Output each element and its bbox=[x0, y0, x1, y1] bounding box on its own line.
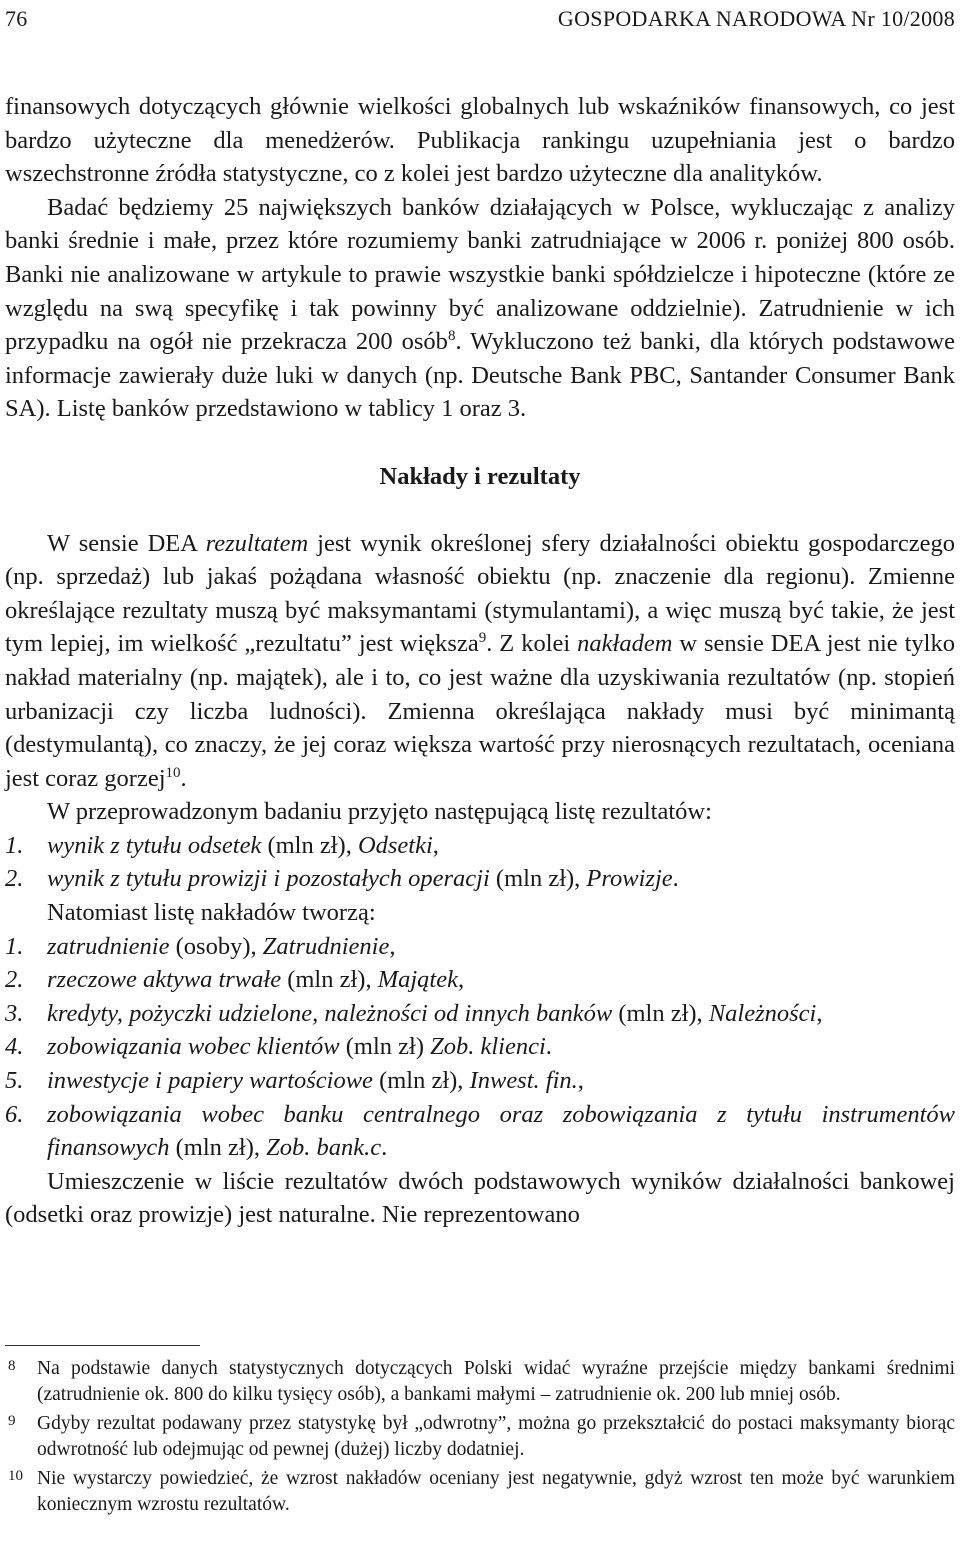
body-text bbox=[5, 90, 955, 1232]
list-item-abbr: Zob. klienci bbox=[430, 1033, 546, 1061]
footnote-number: 8 bbox=[8, 1358, 16, 1374]
results-list bbox=[5, 829, 955, 896]
section-heading: Nakłady i rezultaty bbox=[379, 462, 581, 490]
list-item-term: wynik z tytułu odsetek bbox=[47, 831, 262, 859]
paragraph-4: W przeprowadzonym badaniu przyjęto następującą listę rezultatów: bbox=[47, 798, 712, 826]
footnote-number: 9 bbox=[8, 1413, 16, 1429]
list-item-abbr: Prowizje bbox=[586, 865, 673, 893]
list-item-tail: , bbox=[389, 932, 396, 960]
list-item-term: zobowiązania wobec klientów bbox=[47, 1033, 340, 1061]
list-item-tail: . bbox=[381, 1134, 388, 1162]
inputs-list bbox=[5, 930, 955, 1165]
footnote-number: 10 bbox=[8, 1468, 23, 1484]
footnote-8 bbox=[5, 1356, 955, 1408]
paragraph-3-text-d: w sensie DEA jest nie tylko nakład materialny (np. majątek), ale i to, co jest ważne dla uzyskiwania rezultatów (np. stopień urbanizacji czy liczba ludności). Zmienna określająca nakłady musi być minimantą (destymulantą), co znaczy, że jej coraz większa wartość przy nierosnących rezultatach, oceniana jest coraz gorzej bbox=[5, 630, 955, 792]
list-item-abbr: Majątek bbox=[377, 966, 458, 994]
list-item-unit: (mln zł), bbox=[169, 1134, 267, 1162]
list-item-term: kredyty, pożyczki udzielone, należności od innych banków bbox=[47, 999, 613, 1027]
paragraph-2 bbox=[5, 191, 955, 426]
paragraph-1: finansowych dotyczących głównie wielkości globalnych lub wskaźników finansowych, co jest bardzo użyteczne dla menedżerów. Publikacja rankingu uzupełniania jest o bardzo wszechstronne źródła statystyczne, co z kolei jest bardzo użyteczne dla analityków. bbox=[5, 93, 955, 188]
footnote-9 bbox=[5, 1411, 955, 1463]
running-head bbox=[5, 6, 955, 36]
footnotes bbox=[5, 1345, 955, 1521]
list-item bbox=[5, 1030, 955, 1064]
footnote-10 bbox=[5, 1466, 955, 1518]
journal-title: GOSPODARKA NARODOWA Nr 10/2008 bbox=[557, 6, 955, 31]
list-item-term: inwestycje i papiery wartościowe bbox=[47, 1067, 373, 1095]
list-item-number: 1. bbox=[5, 932, 24, 960]
list-item-number: 6. bbox=[5, 1100, 24, 1128]
list-item-unit: (mln zł), bbox=[281, 966, 378, 994]
paragraph-6: Umieszczenie w liście rezultatów dwóch podstawowych wyników działalności bankowej (odsetki oraz prowizje) jest naturalne. Nie reprezentowano bbox=[5, 1167, 955, 1229]
footnote-ref-9[interactable]: 9 bbox=[478, 630, 487, 647]
list-item-unit: (mln zł), bbox=[372, 1067, 470, 1095]
list-item-tail: . bbox=[672, 865, 679, 893]
list-item bbox=[5, 862, 955, 896]
list-item-term: zobowiązania wobec banku centralnego oraz zobowiązania z tytułu instrumentów finansowych bbox=[47, 1100, 955, 1162]
list-item-number: 2. bbox=[5, 865, 24, 893]
list-item bbox=[5, 963, 955, 997]
list-item-unit: (osoby), bbox=[169, 932, 263, 960]
list-item-abbr: Odsetki bbox=[357, 831, 433, 859]
term-rezultat: rezultatem bbox=[205, 529, 309, 557]
paragraph-3-text-a: W sensie DEA bbox=[47, 529, 206, 557]
list-item-number: 1. bbox=[5, 831, 24, 859]
footnote-text: Gdyby rezultat podawany przez statystykę był „odwrotny”, można go przekształcić do postaci maksymanty biorąc odwrotność lub odejmując od pewnej (dużej) liczby dodatniej. bbox=[37, 1413, 955, 1460]
page-number: 76 bbox=[5, 6, 28, 31]
paragraph-3-text-b: jest wynik określonej sfery działalności obiektu gospodarczego (np. sprzedaż) lub jakaś pożądana własność obiektu (np. znaczenie dla regionu). Zmienne określające rezultaty muszą być maksymantami (stymulantami), a więc muszą być takie, że jest tym lepiej, im wielkość „rezultatu” jest większa bbox=[5, 529, 955, 658]
list-item-tail: , bbox=[432, 831, 439, 859]
paragraph-3-text-c: . Z kolei bbox=[486, 630, 578, 658]
footnote-text: Nie wystarczy powiedzieć, że wzrost nakładów oceniany jest negatywnie, gdyż wzrost ten może być warunkiem koniecznym wzrostu rezultatów. bbox=[37, 1468, 955, 1515]
list-item-unit: (mln zł), bbox=[612, 999, 709, 1027]
list-item-number: 4. bbox=[5, 1033, 24, 1061]
list-item-tail: , bbox=[457, 966, 465, 994]
footnote-text: Na podstawie danych statystycznych dotyczących Polski widać wyraźne przejście między bankami średnimi (zatrudnienie ok. 800 do kilku tysięcy osób), a bankami małymi – zatrudnienie ok. 200 lub mniej osób. bbox=[37, 1358, 955, 1405]
term-naklad: nakładem bbox=[577, 630, 673, 658]
list-item-term: wynik z tytułu prowizji i pozostałych operacji bbox=[47, 865, 490, 893]
paragraph-3 bbox=[5, 527, 955, 796]
footnote-ref-8[interactable]: 8 bbox=[447, 328, 456, 345]
list-item-unit: (mln zł), bbox=[489, 865, 587, 893]
list-item-number: 3. bbox=[5, 999, 24, 1027]
list-item-abbr: Zatrudnienie bbox=[262, 932, 390, 960]
list-item-term: zatrudnienie bbox=[47, 932, 170, 960]
footnote-rule bbox=[5, 1345, 200, 1346]
list-item-unit: (mln zł) bbox=[339, 1033, 431, 1061]
list-item bbox=[5, 1098, 955, 1165]
paragraph-5: Natomiast listę nakładów tworzą: bbox=[47, 899, 376, 927]
list-item-abbr: Zob. bank.c bbox=[266, 1134, 382, 1162]
list-item-term: rzeczowe aktywa trwałe bbox=[47, 966, 282, 994]
list-item-tail: , bbox=[816, 999, 823, 1027]
list-item bbox=[5, 930, 955, 964]
list-item-number: 5. bbox=[5, 1067, 24, 1095]
paragraph-2-text-b: . Wykluczono też banki, dla których podstawowe informacje zawierały duże luki w danych (np. Deutsche Bank PBC, Santander Consumer Bank SA). Listę banków przedstawiono w tablicy 1 oraz 3. bbox=[5, 328, 955, 423]
list-item-abbr: Należności bbox=[708, 999, 817, 1027]
list-item-tail: , bbox=[577, 1067, 584, 1095]
list-item-tail: . bbox=[545, 1033, 552, 1061]
footnote-ref-10[interactable]: 10 bbox=[165, 764, 181, 781]
list-item bbox=[5, 829, 955, 863]
list-item bbox=[5, 997, 955, 1031]
list-item-number: 2. bbox=[5, 966, 24, 994]
paragraph-2-text-a: Badać będziemy 25 największych banków działających w Polsce, wykluczając z analizy banki średnie i małe, przez które rozumiemy banki zatrudniające w 2006 r. poniżej 800 osób. Banki nie analizowane w artykule to prawie wszystkie banki spółdzielcze i hipoteczne (które ze względu na swą specyfikę i tak powinny być analizowane oddzielnie). Zatrudnienie w ich przypadku na ogół nie przekracza 200 osób bbox=[5, 193, 955, 356]
paragraph-3-text-e: . bbox=[180, 764, 187, 792]
list-item bbox=[5, 1064, 955, 1098]
list-item-abbr: Inwest. fin. bbox=[469, 1067, 578, 1095]
list-item-unit: (mln zł), bbox=[261, 831, 358, 859]
